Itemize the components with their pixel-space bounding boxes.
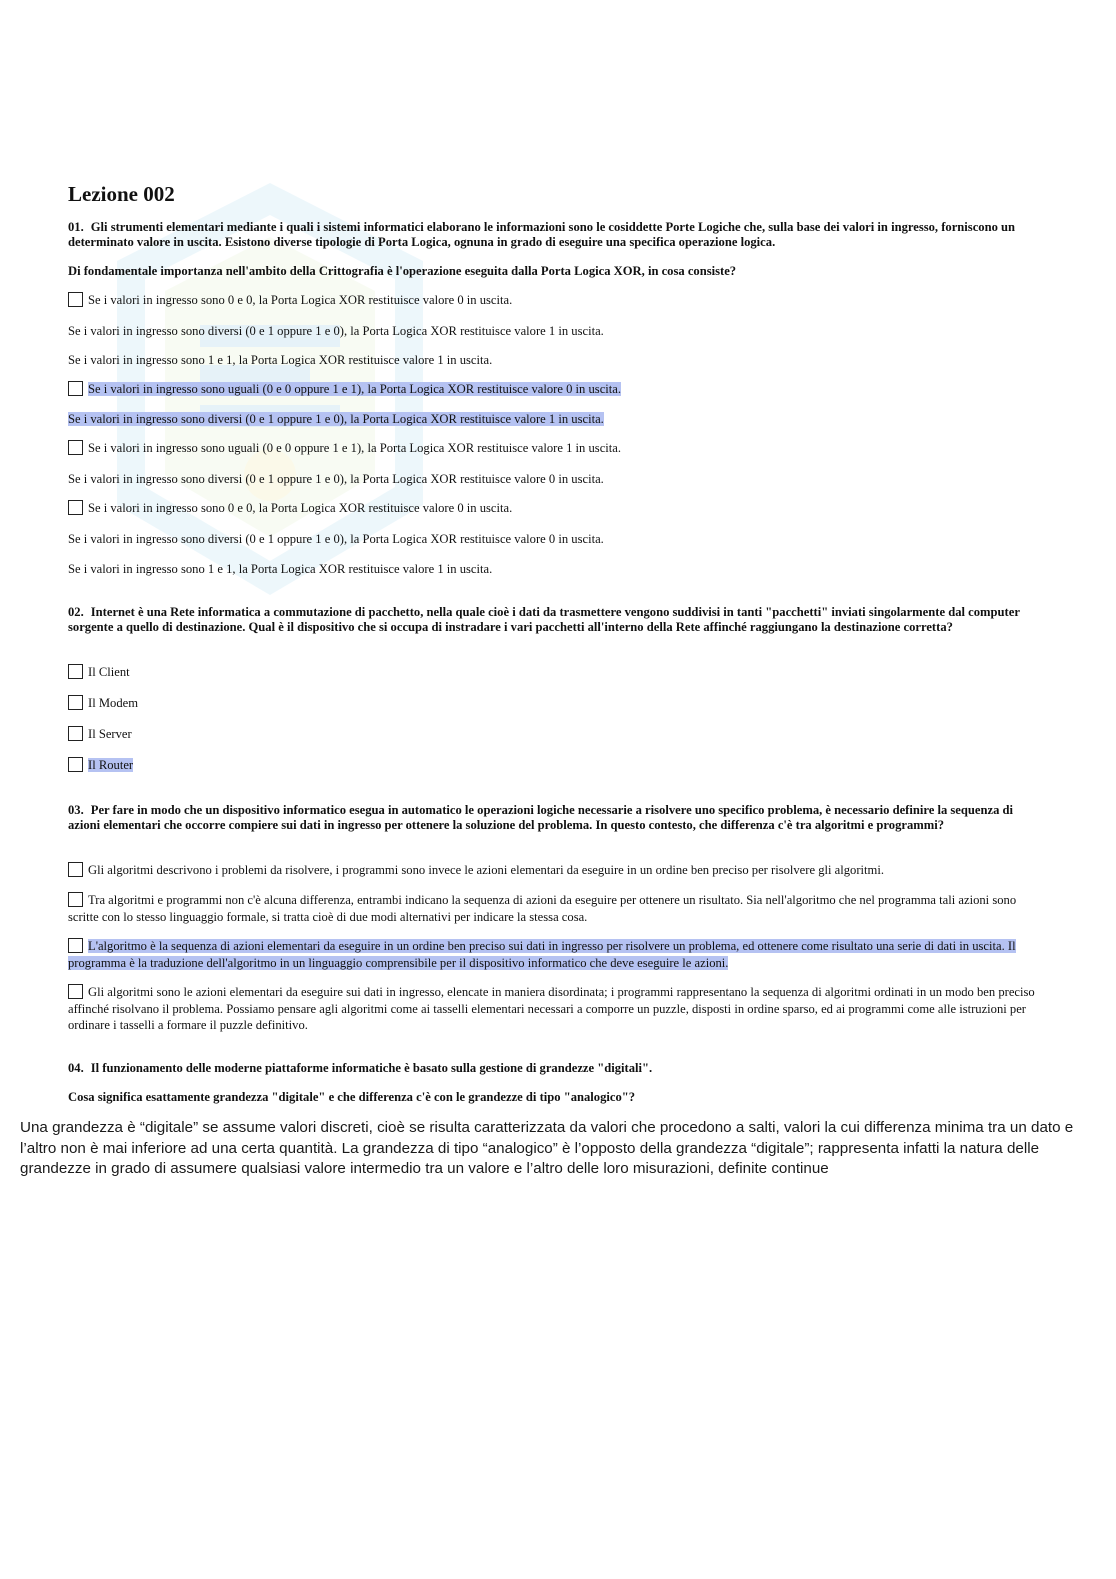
question-4-subquestion: Cosa significa esattamente grandezza "digitale" e che differenza c'è con le grandezze di tipo "analogico"?: [68, 1090, 636, 1104]
q1-option-7[interactable]: Se i valori in ingresso sono diversi (0 e 1 oppure 1 e 0), la Porta Logica XOR restituisce valore 0 in uscita.: [68, 472, 604, 486]
checkbox-icon[interactable]: [68, 726, 83, 741]
checkbox-icon[interactable]: [68, 695, 83, 710]
question-1-subquestion: Di fondamentale importanza nell'ambito della Crittografia è l'operazione eseguita dalla Porta Logica XOR, in cosa consiste?: [68, 264, 737, 278]
checkbox-icon[interactable]: [68, 292, 83, 307]
question-1-text: [68, 220, 1036, 251]
q3-option-2[interactable]: Tra algoritmi e programmi non c'è alcuna differenza, entrambi indicano la sequenza di azioni da eseguire per ottenere un risultato. Sia nell'algoritmo che nel programma tali azioni sono scritte con lo stesso linguaggio formale, si tratta cioè di due modi alternativi per indicare la stessa cosa.: [68, 893, 1017, 924]
q1-option-5-highlighted[interactable]: Se i valori in ingresso sono diversi (0 e 1 oppure 1 e 0), la Porta Logica XOR restituisce valore 1 in uscita.: [68, 412, 604, 426]
question-3-body: Per fare in modo che un dispositivo informatico esegua in automatico le operazioni logiche necessarie a risolvere uno specifico problema, è necessario definire la sequenza di azioni elementari che occorre compiere sui dati in ingresso per ottenere la soluzione del problema. In questo contesto, che differenza c'è tra algoritmi e programmi?: [68, 803, 1014, 833]
question-3-text: [68, 803, 1036, 834]
question-2-number: 02.: [68, 605, 84, 619]
checkbox-icon[interactable]: [68, 892, 83, 907]
q1-option-3[interactable]: Se i valori in ingresso sono 1 e 1, la Porta Logica XOR restituisce valore 1 in uscita.: [68, 353, 493, 367]
checkbox-icon[interactable]: [68, 862, 83, 877]
lesson-title: Lezione 002: [68, 182, 175, 206]
checkbox-icon[interactable]: [68, 381, 83, 396]
question-2-body: Internet è una Rete informatica a commutazione di pacchetto, nella quale cioè i dati da trasmettere vengono suddivisi in tanti "pacchetti" inviati singolarmente dal computer sorgente a quello di destinazione. Qual è il dispositivo che si occupa di instradare i vari pacchetti all'interno della Rete affinché raggiungano la destinazione corretta?: [68, 605, 1020, 635]
q1-option-1[interactable]: Se i valori in ingresso sono 0 e 0, la Porta Logica XOR restituisce valore 0 in uscita.: [68, 292, 1043, 309]
q1-option-10[interactable]: Se i valori in ingresso sono 1 e 1, la Porta Logica XOR restituisce valore 1 in uscita.: [68, 562, 493, 576]
checkbox-icon[interactable]: [68, 500, 83, 515]
q2-option-client[interactable]: Il Client: [68, 664, 1043, 681]
checkbox-icon[interactable]: [68, 938, 83, 953]
checkbox-icon[interactable]: [68, 757, 83, 772]
q2-option-modem[interactable]: Il Modem: [68, 695, 1043, 712]
question-4-answer: Una grandezza è “digitale” se assume valori discreti, cioè se risulta caratterizzata da valori che procedono a salti, valori la cui differenza minima tra un dato e l’altro non è mai inferiore ad una certa quantità. La grandezza di tipo “analogico” è l’opposto della grandezza “digitale”; rappresenta infatti la natura delle grandezze in grado di assumere qualsiasi valore intermedio tra un valore e l’altro delle loro misurazioni, definite continue: [20, 1119, 1074, 1177]
q2-option-router-highlighted[interactable]: Il Router: [68, 757, 1043, 774]
question-1-body: Gli strumenti elementari mediante i quali i sistemi informatici elaborano le informazioni sono le cosiddette Porte Logiche che, sulla base dei valori in ingresso, forniscono un determinato valore in uscita. Esistono diverse tipologie di Porta Logica, ognuna in grado di eseguire una specifica operazione logica.: [68, 220, 1016, 250]
question-1-number: 01.: [68, 220, 84, 234]
q1-option-6[interactable]: Se i valori in ingresso sono uguali (0 e 0 oppure 1 e 1), la Porta Logica XOR restituisce valore 1 in uscita.: [68, 440, 1043, 457]
q3-option-4[interactable]: Gli algoritmi sono le azioni elementari da eseguire sui dati in ingresso, elencate in maniera disordinata; i programmi rappresentano la sequenza di algoritmi ordinati in un modo ben preciso affinché risolvano il problema. Possiamo pensare agli algoritmi come ai tasselli elementari necessari a comporre un puzzle, disposti in ordine sparso, ed ai programmi come alle istruzioni per ordinare i tasselli a formare il puzzle definitivo.: [68, 985, 1035, 1032]
q3-option-3-highlighted[interactable]: L'algoritmo è la sequenza di azioni elementari da eseguire in un ordine ben preciso sui dati in ingresso per risolvere un problema, ed ottenere come risultato una serie di dati in uscita. Il programma è la traduzione dell'algoritmo in un linguaggio comprensibile per il dispositivo informatico che deve eseguire le azioni.: [68, 939, 1016, 970]
checkbox-icon[interactable]: [68, 664, 83, 679]
q1-option-8[interactable]: Se i valori in ingresso sono 0 e 0, la Porta Logica XOR restituisce valore 0 in uscita.: [68, 500, 1043, 517]
question-3-number: 03.: [68, 803, 84, 817]
question-4-body: Il funzionamento delle moderne piattaforme informatiche è basato sulla gestione di grandezze "digitali".: [90, 1061, 653, 1075]
checkbox-icon[interactable]: [68, 440, 83, 455]
question-2-text: [68, 605, 1036, 636]
question-4-number: 04.: [68, 1061, 84, 1075]
q1-option-2[interactable]: Se i valori in ingresso sono diversi (0 e 1 oppure 1 e 0), la Porta Logica XOR restituisce valore 1 in uscita.: [68, 324, 604, 338]
question-4-text: [68, 1061, 1036, 1076]
checkbox-icon[interactable]: [68, 984, 83, 999]
q1-option-9[interactable]: Se i valori in ingresso sono diversi (0 e 1 oppure 1 e 0), la Porta Logica XOR restituisce valore 0 in uscita.: [68, 532, 604, 546]
q2-option-server[interactable]: Il Server: [68, 726, 1043, 743]
q3-option-1[interactable]: Gli algoritmi descrivono i problemi da risolvere, i programmi sono invece le azioni elementari da eseguire in un ordine ben preciso per risolvere gli algoritmi.: [68, 862, 1043, 879]
q1-option-4-highlighted[interactable]: Se i valori in ingresso sono uguali (0 e 0 oppure 1 e 1), la Porta Logica XOR restituisce valore 0 in uscita.: [68, 381, 1043, 398]
